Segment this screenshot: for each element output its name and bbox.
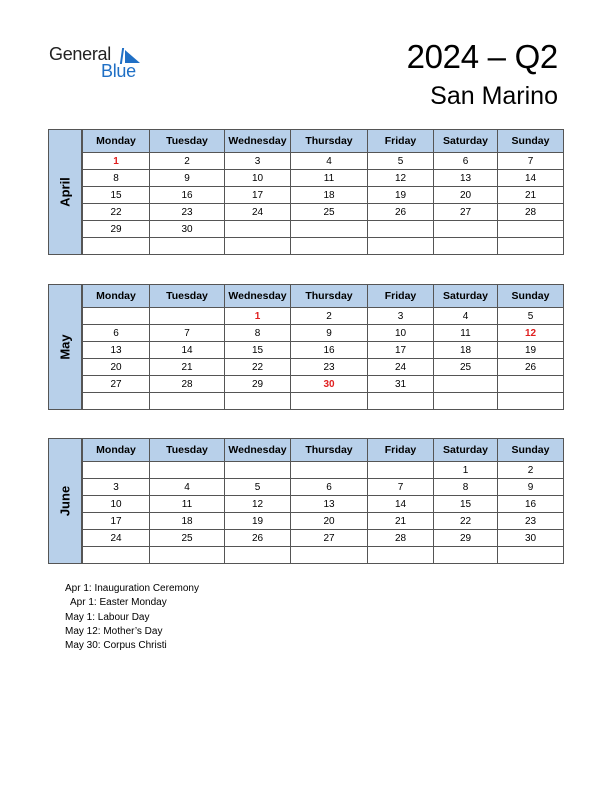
month-name: June: [57, 485, 73, 517]
week-row: [83, 530, 564, 547]
day-cell: 14: [368, 496, 434, 513]
week-row: [83, 170, 564, 187]
week-row: [83, 496, 564, 513]
day-cell: 9: [498, 479, 564, 496]
day-cell: 24: [83, 530, 150, 547]
day-cell: [368, 221, 434, 238]
day-cell: [368, 238, 434, 255]
day-cell: [225, 462, 291, 479]
week-row: [83, 547, 564, 564]
weekday-header: Saturday: [434, 130, 498, 153]
day-cell: 4: [150, 479, 225, 496]
logo-general-text: General: [49, 44, 111, 64]
day-cell: [291, 238, 368, 255]
day-cell: 16: [291, 342, 368, 359]
day-cell: 26: [225, 530, 291, 547]
week-row: [83, 513, 564, 530]
day-cell: 6: [83, 325, 150, 342]
day-cell: [83, 547, 150, 564]
logo: [49, 44, 149, 84]
weekday-header: Monday: [83, 130, 150, 153]
month-table: [82, 284, 564, 410]
weekday-header: Thursday: [291, 285, 368, 308]
day-cell: 12: [368, 170, 434, 187]
day-cell: 9: [291, 325, 368, 342]
day-cell: [498, 376, 564, 393]
day-cell: [225, 238, 291, 255]
day-cell: 27: [291, 530, 368, 547]
week-row: [83, 376, 564, 393]
holiday-note: Apr 1: Easter Monday: [70, 597, 167, 609]
weekday-header: Sunday: [498, 439, 564, 462]
day-cell: 18: [150, 513, 225, 530]
day-cell: 30: [498, 530, 564, 547]
day-cell: 28: [150, 376, 225, 393]
day-cell: [225, 547, 291, 564]
week-row: [83, 308, 564, 325]
weekday-header: Thursday: [291, 130, 368, 153]
day-cell: [498, 238, 564, 255]
holiday-notes: [65, 582, 199, 653]
day-cell: 21: [150, 359, 225, 376]
day-cell: 24: [225, 204, 291, 221]
weekday-header: Tuesday: [150, 285, 225, 308]
day-cell: [83, 393, 150, 410]
day-cell: 29: [225, 376, 291, 393]
day-cell: 21: [498, 187, 564, 204]
day-cell: [83, 462, 150, 479]
day-cell: 5: [368, 153, 434, 170]
day-cell: 27: [434, 204, 498, 221]
day-cell: 22: [434, 513, 498, 530]
day-cell: 5: [225, 479, 291, 496]
day-cell: 20: [291, 513, 368, 530]
holiday-note: May 30: Corpus Christi: [65, 640, 167, 652]
day-cell: 28: [368, 530, 434, 547]
day-cell: [291, 393, 368, 410]
day-cell: 26: [498, 359, 564, 376]
month-table: [82, 438, 564, 564]
month-label-panel: [48, 284, 82, 410]
day-cell: 2: [291, 308, 368, 325]
day-cell: 10: [225, 170, 291, 187]
day-cell: 22: [83, 204, 150, 221]
weekday-header: Friday: [368, 130, 434, 153]
holiday-note: May 1: Labour Day: [65, 611, 150, 623]
day-cell: 20: [83, 359, 150, 376]
day-cell: 27: [83, 376, 150, 393]
day-cell: 31: [368, 376, 434, 393]
day-cell: [434, 221, 498, 238]
week-row: [83, 153, 564, 170]
month-table: [82, 129, 564, 255]
day-cell: 24: [368, 359, 434, 376]
weekday-header: Saturday: [434, 439, 498, 462]
weekday-header: Monday: [83, 439, 150, 462]
day-cell: 15: [83, 187, 150, 204]
day-cell: 29: [434, 530, 498, 547]
day-cell: 10: [368, 325, 434, 342]
weekday-header: Friday: [368, 285, 434, 308]
day-cell: [291, 462, 368, 479]
day-cell: [498, 547, 564, 564]
day-cell: 2: [150, 153, 225, 170]
day-cell: 23: [150, 204, 225, 221]
day-cell: [83, 308, 150, 325]
day-cell: [150, 462, 225, 479]
day-cell: 4: [291, 153, 368, 170]
day-cell: 21: [368, 513, 434, 530]
day-cell: 10: [83, 496, 150, 513]
month-label-panel: [48, 129, 82, 255]
day-cell: 7: [498, 153, 564, 170]
day-cell: 30: [291, 376, 368, 393]
week-row: [83, 221, 564, 238]
day-cell: 4: [434, 308, 498, 325]
week-row: [83, 342, 564, 359]
page-subtitle: San Marino: [430, 82, 558, 110]
day-cell: [498, 221, 564, 238]
day-cell: 6: [434, 153, 498, 170]
day-cell: 16: [498, 496, 564, 513]
day-cell: 18: [434, 342, 498, 359]
day-cell: 25: [434, 359, 498, 376]
logo-blue-text: Blue: [101, 61, 136, 81]
day-cell: [368, 547, 434, 564]
day-cell: 15: [225, 342, 291, 359]
week-row: [83, 393, 564, 410]
day-cell: [434, 393, 498, 410]
day-cell: [368, 393, 434, 410]
day-cell: 19: [498, 342, 564, 359]
day-cell: 1: [434, 462, 498, 479]
day-cell: 11: [291, 170, 368, 187]
day-cell: 12: [225, 496, 291, 513]
day-cell: [225, 221, 291, 238]
weekday-header-row: [83, 130, 564, 153]
weekday-header: Wednesday: [225, 130, 291, 153]
weekday-header: Wednesday: [225, 439, 291, 462]
month-block-may: [48, 284, 564, 410]
day-cell: [434, 376, 498, 393]
day-cell: 19: [225, 513, 291, 530]
day-cell: 23: [498, 513, 564, 530]
day-cell: 17: [225, 187, 291, 204]
day-cell: 1: [83, 153, 150, 170]
weekday-header: Saturday: [434, 285, 498, 308]
day-cell: 19: [368, 187, 434, 204]
day-cell: 5: [498, 308, 564, 325]
day-cell: [498, 393, 564, 410]
weekday-header: Tuesday: [150, 130, 225, 153]
week-row: [83, 479, 564, 496]
day-cell: 13: [83, 342, 150, 359]
day-cell: 9: [150, 170, 225, 187]
day-cell: 6: [291, 479, 368, 496]
day-cell: 8: [83, 170, 150, 187]
day-cell: [291, 221, 368, 238]
day-cell: [434, 238, 498, 255]
day-cell: 11: [150, 496, 225, 513]
day-cell: 16: [150, 187, 225, 204]
holiday-note: May 12: Mother’s Day: [65, 625, 163, 637]
weekday-header: Tuesday: [150, 439, 225, 462]
day-cell: [368, 462, 434, 479]
day-cell: 11: [434, 325, 498, 342]
day-cell: 17: [83, 513, 150, 530]
week-row: [83, 204, 564, 221]
day-cell: [434, 547, 498, 564]
day-cell: 8: [225, 325, 291, 342]
day-cell: 20: [434, 187, 498, 204]
weekday-header-row: [83, 285, 564, 308]
week-row: [83, 187, 564, 204]
weekday-header: Sunday: [498, 130, 564, 153]
day-cell: 28: [498, 204, 564, 221]
weekday-header: Friday: [368, 439, 434, 462]
weekday-header-row: [83, 439, 564, 462]
week-row: [83, 325, 564, 342]
day-cell: 22: [225, 359, 291, 376]
weekday-header: Thursday: [291, 439, 368, 462]
day-cell: 26: [368, 204, 434, 221]
day-cell: [150, 238, 225, 255]
day-cell: 14: [498, 170, 564, 187]
day-cell: 12: [498, 325, 564, 342]
day-cell: [83, 238, 150, 255]
day-cell: 1: [225, 308, 291, 325]
day-cell: 30: [150, 221, 225, 238]
day-cell: 3: [83, 479, 150, 496]
week-row: [83, 359, 564, 376]
weekday-header: Monday: [83, 285, 150, 308]
day-cell: 25: [150, 530, 225, 547]
holiday-note: Apr 1: Inauguration Ceremony: [65, 583, 199, 594]
day-cell: [225, 393, 291, 410]
month-block-june: [48, 438, 564, 564]
day-cell: 3: [225, 153, 291, 170]
day-cell: 7: [368, 479, 434, 496]
day-cell: 15: [434, 496, 498, 513]
day-cell: 7: [150, 325, 225, 342]
day-cell: 18: [291, 187, 368, 204]
day-cell: 3: [368, 308, 434, 325]
weekday-header: Wednesday: [225, 285, 291, 308]
day-cell: 13: [434, 170, 498, 187]
day-cell: [150, 393, 225, 410]
week-row: [83, 238, 564, 255]
week-row: [83, 462, 564, 479]
weekday-header: Sunday: [498, 285, 564, 308]
day-cell: [291, 547, 368, 564]
month-label-panel: [48, 438, 82, 564]
month-name: May: [57, 334, 73, 360]
day-cell: 17: [368, 342, 434, 359]
day-cell: [150, 308, 225, 325]
day-cell: 14: [150, 342, 225, 359]
day-cell: 13: [291, 496, 368, 513]
month-block-april: [48, 129, 564, 255]
day-cell: 25: [291, 204, 368, 221]
day-cell: 29: [83, 221, 150, 238]
month-name: April: [57, 177, 73, 207]
day-cell: [150, 547, 225, 564]
page-title: 2024 – Q2: [406, 38, 558, 75]
day-cell: 8: [434, 479, 498, 496]
day-cell: 2: [498, 462, 564, 479]
day-cell: 23: [291, 359, 368, 376]
